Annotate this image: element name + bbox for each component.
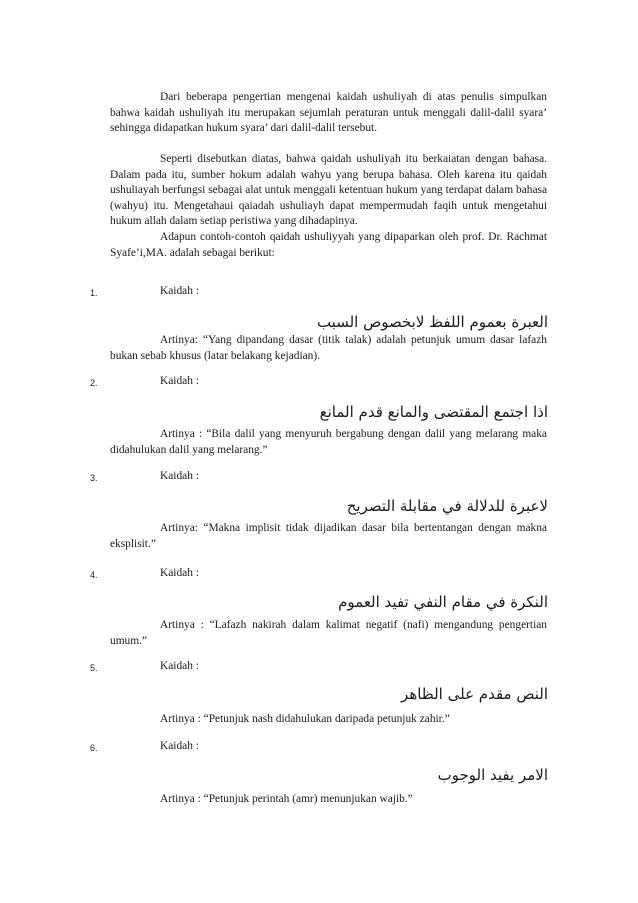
arabic-rule: النص مقدم على الظاهر: [401, 685, 548, 703]
list-item-number: 3.: [90, 473, 98, 483]
kaidah-label: Kaidah :: [160, 740, 199, 752]
arabic-rule: النكرة في مقام النفي تفيد العموم: [338, 593, 548, 611]
intro-paragraph-2: Seperti disebutkan diatas, bahwa qaidah ushuliyah itu berkaiatan dengan bahasa. Dalam pada itu, sumber hokum adalah wahyu yang berupa bahasa. Oleh karena itu qaidah ushuliayah berfungsi sebagai alat untuk menggali ketentuan hukum yang terdapat dalam bahasa (wahyu) itu. Mengetahaui qaiadah ushuliayh dapat mempermudah faqih untuk mengetahui hukum allah dalam setiap peristiwa yang dihadapinya.: [110, 153, 547, 228]
artinya-text: Artinya: “Yang dipandang dasar (titik talak) adalah petunjuk umum dasar lafazh bukan sebab khusus (latar belakang kejadian).: [110, 334, 547, 362]
list-item-number: 5.: [90, 663, 98, 673]
arabic-rule: لاعبرة للدلالة في مقابلة التصريح: [346, 497, 548, 515]
arabic-rule: اذا اجتمع المقتضى والمانع قدم المانع: [319, 403, 548, 421]
kaidah-label: Kaidah :: [160, 285, 199, 297]
artinya-text: Artinya : “Lafazh nakirah dalam kalimat negatif (nafi) mengandung pengertian umum.”: [110, 619, 547, 647]
kaidah-label: Kaidah :: [160, 660, 199, 672]
arabic-rule: العبرة بعموم اللفظ لابخصوص السبب: [316, 313, 548, 331]
list-item-number: 6.: [90, 743, 98, 753]
artinya-text: Artinya : “Petunjuk perintah (amr) menunjukan wajib.”: [160, 793, 413, 805]
list-item-number: 2.: [90, 378, 98, 388]
artinya-text: Artinya: “Makna implisit tidak dijadikan dasar bila bertentangan dengan makna eksplisit.”: [110, 522, 547, 550]
kaidah-label: Kaidah :: [160, 567, 199, 579]
arabic-rule: الامر يفيد الوجوب: [437, 766, 548, 784]
artinya-text: Artinya : “Petunjuk nash didahulukan daripada petunjuk zahir.”: [160, 713, 450, 725]
kaidah-label: Kaidah :: [160, 470, 199, 482]
list-item-number: 4.: [90, 570, 98, 580]
list-item-number: 1.: [90, 288, 98, 298]
artinya-text: Artinya : “Bila dalil yang menyuruh bergabung dengan dalil yang melarang maka didahulukan dalil yang melarang.”: [110, 428, 547, 456]
intro-paragraph-1: Dari beberapa pengertian mengenai kaidah ushuliyah di atas penulis simpulkan bahwa kaidah ushuliyah itu merupakan sejumlah peraturan untuk menggali dalil-dalil syara’ sehingga didapatkan hukum syara’ dari dalil-dalil tersebut.: [110, 91, 547, 135]
intro-paragraph-3: Adapun contoh-contoh qaidah ushuliyyah yang dipaparkan oleh prof. Dr. Rachmat Syafe’i,MA. adalah sebagai berikut:: [110, 231, 547, 259]
kaidah-label: Kaidah :: [160, 375, 199, 387]
